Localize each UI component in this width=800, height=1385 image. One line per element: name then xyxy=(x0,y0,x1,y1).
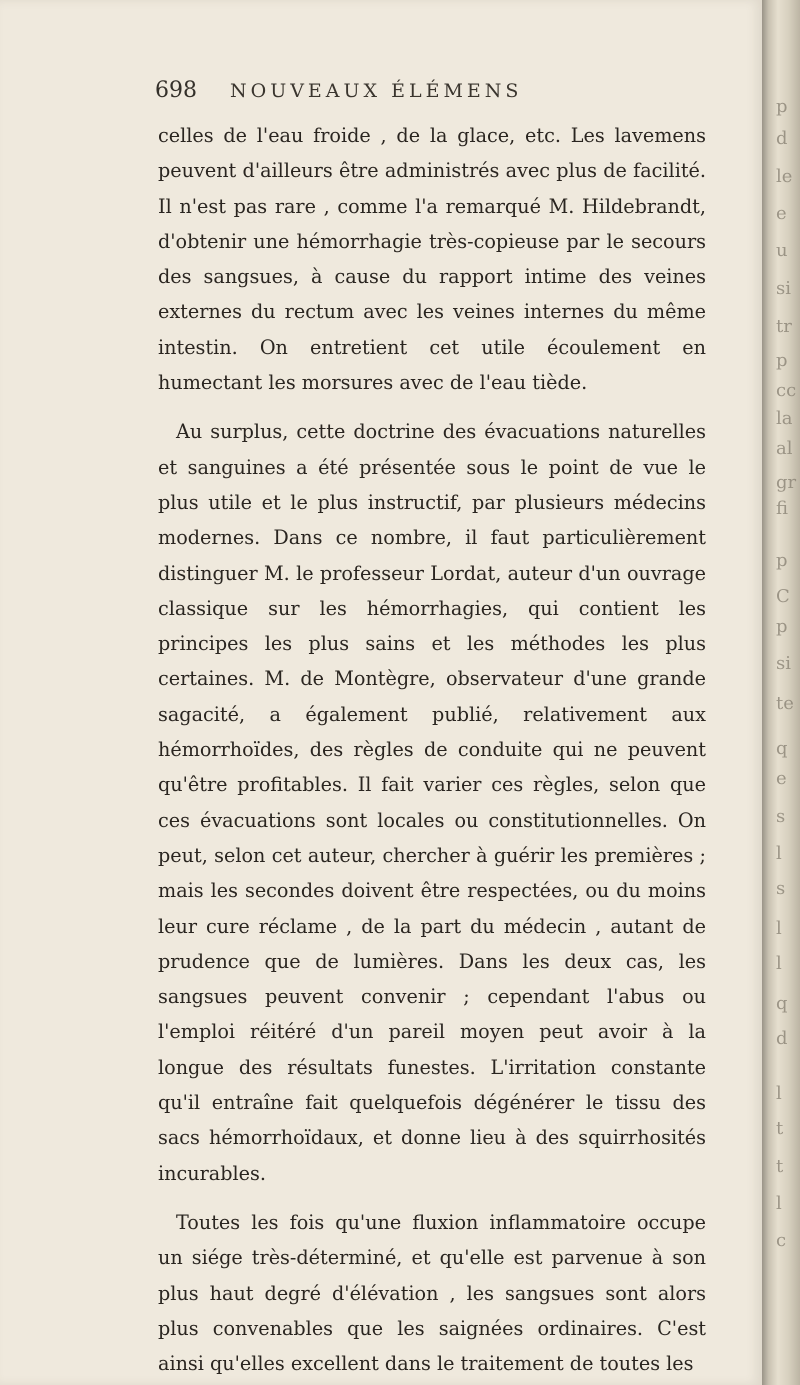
bleed-letter: c xyxy=(776,1230,787,1251)
running-head-title: NOUVEAUX ÉLÉMENS xyxy=(230,80,523,102)
bleed-letter: tr xyxy=(776,316,792,337)
bleed-letter: l xyxy=(776,1193,782,1214)
body-text xyxy=(158,118,706,1381)
running-head xyxy=(0,78,762,108)
bleed-letter: C xyxy=(776,586,790,607)
page-number: 698 xyxy=(155,78,197,103)
bleed-letter: p xyxy=(776,96,788,117)
bleed-letter: e xyxy=(776,203,787,224)
paragraph-2: Au surplus, cette doctrine des évacuations naturelles et sanguines a été présentée sous le point de vue le plus utile et le plus instructif, par plusieurs médecins modernes. Dans ce nombre, il faut particulièrement distinguer M. le professeur Lordat, auteur d'un ouvrage classique sur les hémorrhagies, qui contient les principes les plus sains et les méthodes les plus certaines. M. de Montègre, observateur d'une grande sagacité, a également publié, relativement aux hémorrhoïdes, des règles de conduite qui ne peuvent qu'être profitables. Il fait varier ces règles, selon que ces évacuations sont locales ou constitutionnelles. On peut, selon cet auteur, chercher à guérir les premières ; mais les secondes doivent être respectées, ou du moins leur cure réclame , de la part du médecin , autant de prudence que de lumières. Dans les deux cas, les sangsues peuvent convenir ; cependant l'abus ou l'emploi réitéré d'un pareil moyen peut avoir à la longue des résultats funestes. L'irritation constante qu'il entraîne fait quelquefois dégénérer le tissu des sacs hémorrhoïdaux, et donne lieu à des squirrhosités incurables. xyxy=(158,420,706,1185)
bleed-letter: p xyxy=(776,350,788,371)
bleed-letter: d xyxy=(776,128,788,149)
bleed-letter: s xyxy=(776,806,786,827)
bleed-letter: cc xyxy=(776,380,797,401)
bleed-letter: al xyxy=(776,438,793,459)
bleed-letter: p xyxy=(776,616,788,637)
bleed-letter: d xyxy=(776,1028,788,1049)
facing-page-edge xyxy=(762,0,800,1385)
bleed-letter: t xyxy=(776,1156,784,1177)
bleed-letter: la xyxy=(776,408,793,429)
bleed-letter: u xyxy=(776,240,788,261)
bleed-letter: te xyxy=(776,693,794,714)
bleed-letter: l xyxy=(776,918,782,939)
bleed-letter: s xyxy=(776,878,786,899)
bleed-letter: l xyxy=(776,953,782,974)
bleed-letter: e xyxy=(776,768,787,789)
bleed-letter: p xyxy=(776,550,788,571)
bleed-letter: l xyxy=(776,843,782,864)
bleed-letter: si xyxy=(776,653,791,674)
bleed-letter: q xyxy=(776,993,788,1014)
paragraph-3: Toutes les fois qu'une fluxion inflammatoire occupe un siége très-déterminé, et qu'elle est parvenue à son plus haut degré d'élévation , les sangsues sont alors plus convenables que les saignées ordinaires. C'est ainsi qu'elles excellent dans le traitement de toutes les xyxy=(158,1210,706,1376)
bleed-letter: q xyxy=(776,738,788,759)
paragraph-1: celles de l'eau froide , de la glace, etc. Les lavemens peuvent d'ailleurs être administrés avec plus de facilité. Il n'est pas rare , comme l'a remarqué M. Hildebrandt, d'obtenir une hémorrhagie très-copieuse par le secours des sangsues, à cause du rapport intime des veines externes du rectum avec les veines internes du même intestin. On entretient cet utile écoulement en humectant les morsures avec de l'eau tiède. xyxy=(158,124,706,395)
bleed-letter: si xyxy=(776,278,791,299)
bleed-letter: fi xyxy=(776,498,789,519)
bleed-letter: le xyxy=(776,166,793,187)
bleed-letter: t xyxy=(776,1118,784,1139)
bleed-letter: gr xyxy=(776,472,797,493)
bleed-letter: l xyxy=(776,1083,782,1104)
